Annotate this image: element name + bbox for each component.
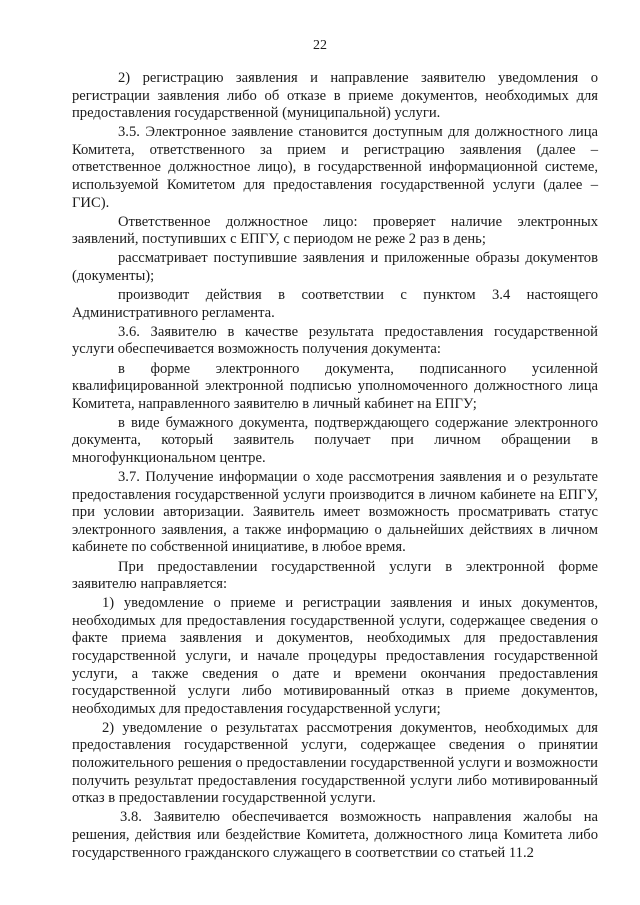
paragraph-registration-notice: 2) регистрацию заявления и направление заявителю уведомления о регистрации заявления либо об отказе в приеме документов, необходимых для предоставления государственной (муниципальной) услуги. [72, 70, 598, 122]
paragraph-electronic-form-intro: При предоставлении государственной услуги в электронной форме заявителю направляется: [72, 558, 598, 593]
page-number: 22 [313, 38, 327, 53]
paragraph-official-reviews: рассматривает поступившие заявления и приложенные образы документов (документы); [72, 250, 598, 285]
paragraph-notice-1: 1) уведомление о приеме и регистрации заявления и иных документов, необходимых для предоставления государственной услуги, содержащее сведения о факте приема заявления и документов, необходимых для предоставления государственной услуги, и начале процедуры предоставления государственной услуги, а также сведения о дате и времени окончания предоставления государственной услуги либо мотивированный отказ в приеме документов, необходимых для предоставления государственной услуги; [72, 595, 598, 717]
paragraph-official-checks: Ответственное должностное лицо: проверяет наличие электронных заявлений, поступивших с ЕПГУ, с периодом не реже 2 раз в день; [72, 213, 598, 248]
paragraph-result-electronic: в форме электронного документа, подписанного усиленной квалифицированной электронной подписью уполномоченного должностного лица Комитета, направленного заявителю в личный кабинет на ЕПГУ; [72, 360, 598, 412]
paragraph-notice-2: 2) уведомление о результатах рассмотрения документов, необходимых для предоставления государственной услуги, содержащее сведения о принятии положительного решения о предоставлении государственной услуги и возможности получить результат предоставления государственной услуги либо мотивированный отказ в предоставлении государственной услуги. [72, 719, 598, 807]
paragraph-result-paper: в виде бумажного документа, подтверждающего содержание электронного документа, который заявитель получает при личном обращении в многофункциональном центре. [72, 414, 598, 466]
paragraph-section-3-8: 3.8. Заявителю обеспечивается возможность направления жалобы на решения, действия или бездействие Комитета, должностного лица Комитета либо государственного гражданского служащего в соответствии со статьей 11.2 [72, 809, 598, 861]
paragraph-section-3-7: 3.7. Получение информации о ходе рассмотрения заявления и о результате предоставления государственной услуги производится в личном кабинете на ЕПГУ, при условии авторизации. Заявитель имеет возможность просматривать статус электронного заявления, а также информацию о дальнейших действиях в личном кабинете по собственной инициативе, в любое время. [72, 469, 598, 556]
paragraph-official-acts: производит действия в соответствии с пунктом 3.4 настоящего Административного регламента. [72, 287, 598, 321]
paragraph-section-3-5: 3.5. Электронное заявление становится доступным для должностного лица Комитета, ответственного за прием и регистрацию заявления (далее – ответственное должностное лицо), в государственной информационной системе, используемой Комитетом для предоставления государственной услуги (далее – ГИС). [72, 124, 598, 211]
document-body [72, 70, 598, 864]
paragraph-section-3-6: 3.6. Заявителю в качестве результата предоставления государственной услуги обеспечивается возможность получения документа: [72, 323, 598, 358]
